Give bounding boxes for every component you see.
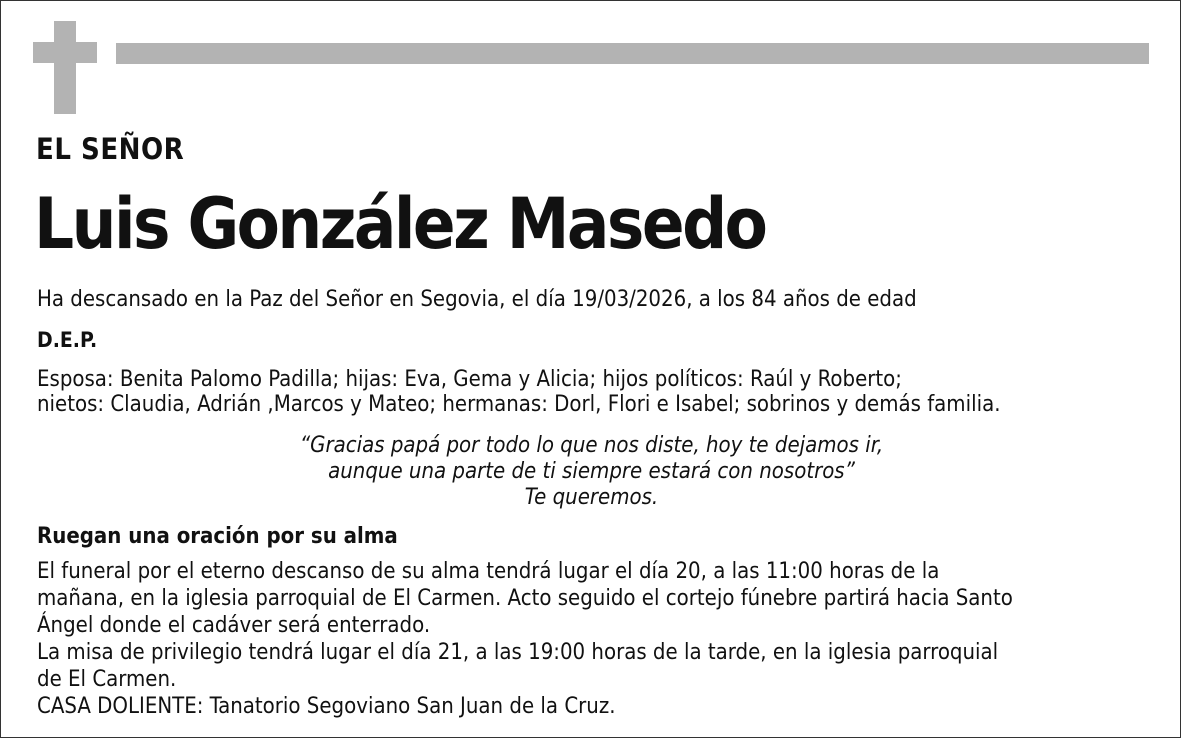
header-rule [116,43,1149,64]
quote-line: aunque una parte de ti siempre estará con nosotros” [328,459,855,484]
title-label: EL SEÑOR [36,132,185,166]
death-notice: Ha descansado en la Paz del Señor en Segovia, el día 19/03/2026, a los 84 años de edad [37,287,917,312]
detail-line: Ángel donde el cadáver será enterrado. [37,613,431,638]
detail-line: mañana, en la iglesia parroquial de El Carmen. Acto seguido el cortejo fúnebre partirá hacia Santo [37,586,1013,611]
detail-line: El funeral por el eterno descanso de su alma tendrá lugar el día 20, a las 11:00 horas de la [37,559,940,584]
deceased-name: Luis González Masedo [34,183,766,265]
quote-line: Te queremos. [524,485,659,510]
service-details [37,558,1013,720]
detail-line: La misa de privilegio tendrá lugar el día 21, a las 19:00 horas de la tarde, en la iglesia parroquial [37,640,999,665]
dep-label: D.E.P. [37,328,98,352]
family-line: nietos: Claudia, Adrián ,Marcos y Mateo; hermanas: Dorl, Flori e Isabel; sobrinos y demás familia. [37,392,1001,417]
detail-line: de El Carmen. [37,667,177,692]
family-list [37,367,1001,417]
farewell-quote [1,433,1181,511]
quote-line: “Gracias papá por todo lo que nos diste, hoy te dejamos ir, [299,433,884,458]
family-line: Esposa: Benita Palomo Padilla; hijas: Eva, Gema y Alicia; hijos políticos: Raúl y Roberto; [37,367,902,392]
cross-vertical-bar [54,21,76,114]
prayer-request: Ruegan una oración por su alma [37,524,398,549]
cross-horizontal-bar [33,42,97,63]
detail-line: CASA DOLIENTE: Tanatorio Segoviano San Juan de la Cruz. [37,694,616,719]
